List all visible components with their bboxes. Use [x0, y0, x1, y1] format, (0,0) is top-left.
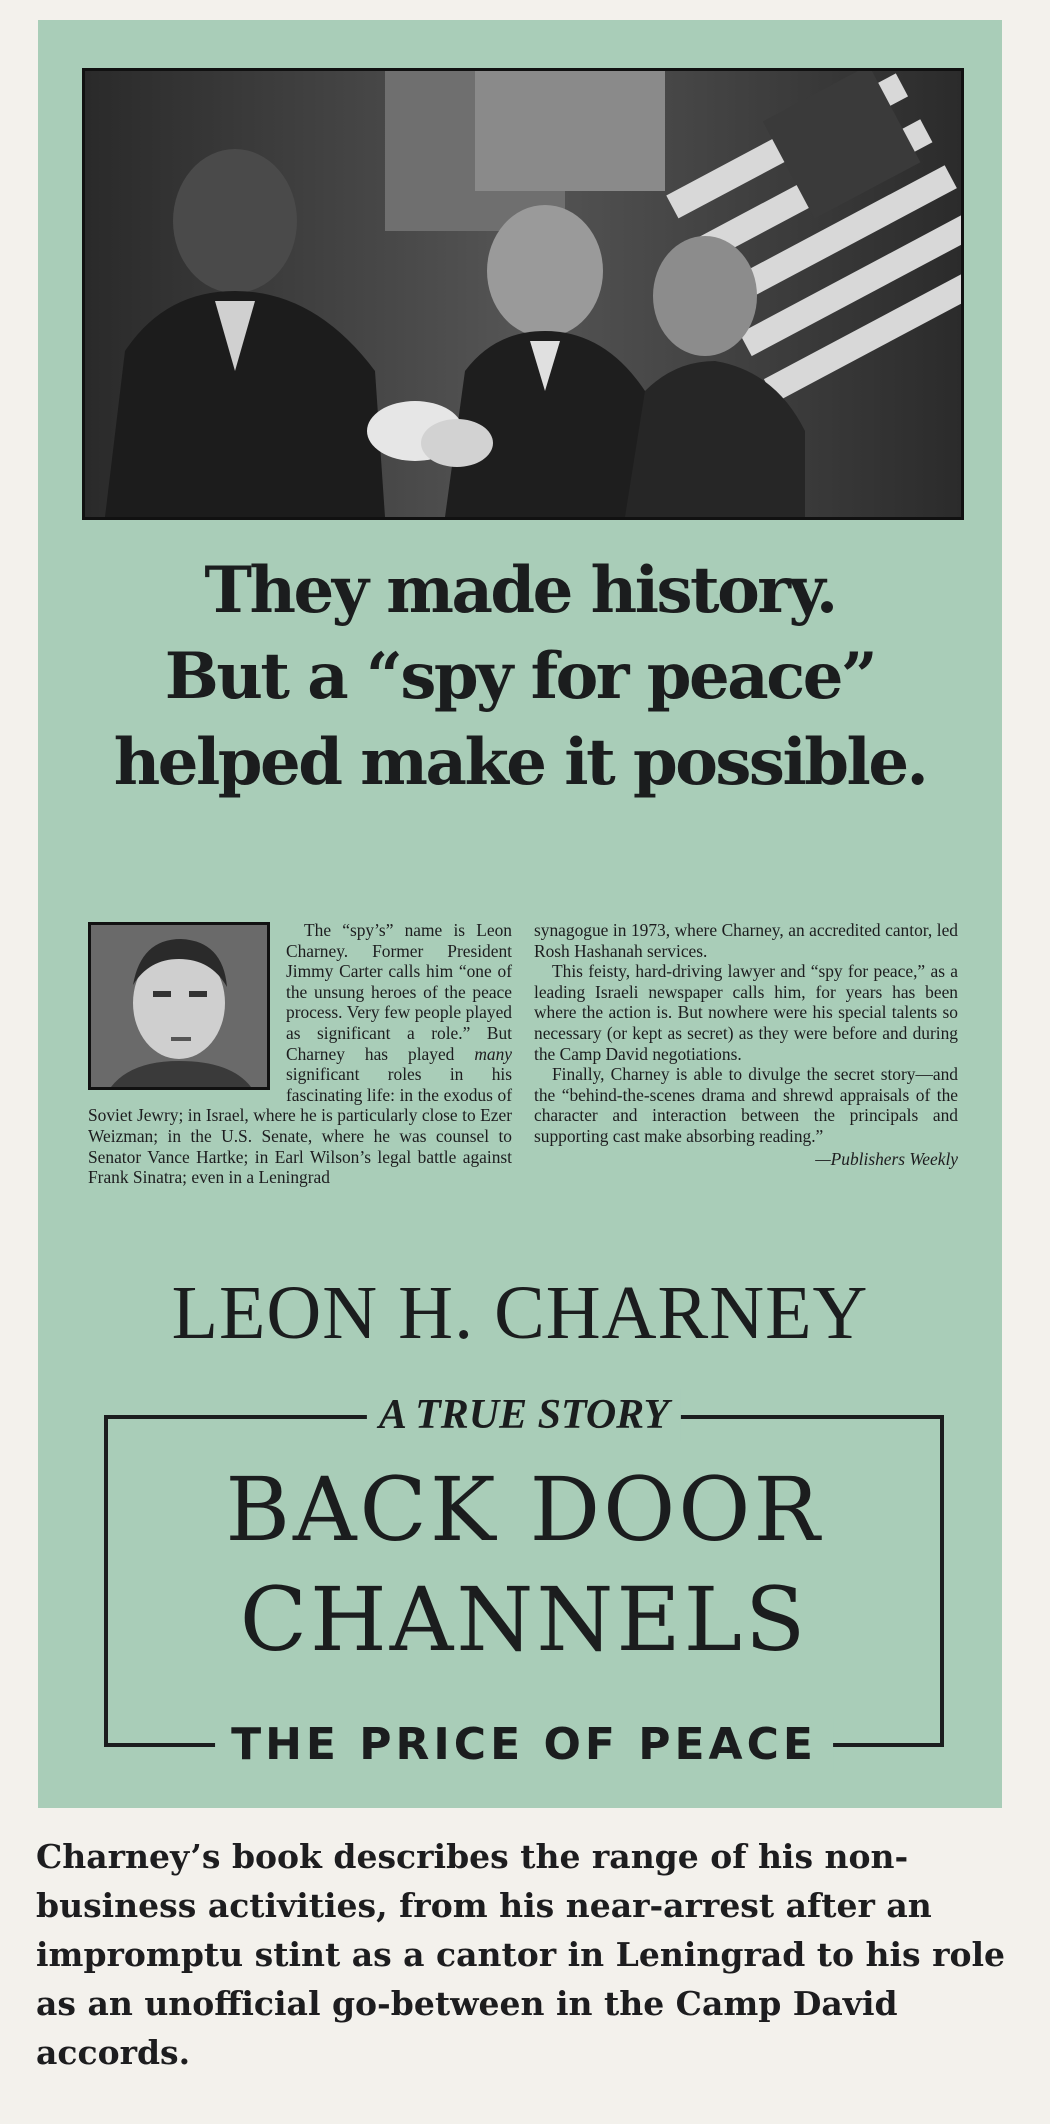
page-caption: Charney’s book describes the range of his non-business activities, from his near-arrest after an impromptu stint as a cantor in Leningrad to his role as an unofficial go-between in the Camp David accords. [36, 1837, 1006, 2072]
book-kicker: A TRUE STORY [367, 1389, 681, 1441]
body-column-left [88, 920, 512, 1250]
ad-headline [38, 548, 1002, 806]
body-right-paragraph: synagogue in 1973, where Charney, an accredited cantor, led Rosh Hashanah services. [534, 920, 958, 961]
author-name: LEON H. CHARNEY [171, 1271, 869, 1355]
body-right-paragraph: This feisty, hard-driving lawyer and “spy for peace,” as a leading Israeli newspaper calls him, for years has been where the action is. But nowhere were his special talents so necessary (or kept as secret) as they were before and during the Camp David negotiations. [534, 961, 958, 1064]
review-attribution: —Publishers Weekly [815, 1148, 958, 1169]
headline-line: They made history. [204, 553, 836, 628]
headline-line: But a “spy for peace” [164, 639, 876, 714]
body-left-rest: significant roles in his fascinating life: in the exodus of Soviet Jewry; in Israel, where he is particularly close to Ezer Weizman; in the U.S. Senate, where he was counsel to Senator Vance Hartke; in Earl Wilson’s legal battle against Frank Sinatra; even in a Leningrad [88, 1064, 512, 1188]
book-advertisement [38, 20, 1002, 1808]
book-title-line: CHANNELS [239, 1568, 809, 1671]
body-column-right [534, 920, 958, 1250]
ad-body-copy [88, 920, 958, 1250]
book-subtitle: THE PRICE OF PEACE [215, 1717, 833, 1773]
body-left-emphasis: many [474, 1043, 512, 1064]
author-portrait-image [91, 925, 267, 1087]
book-title [108, 1455, 940, 1675]
ad-photo [82, 68, 964, 520]
handshake-photo-image [85, 71, 961, 517]
headline-line: helped make it possible. [113, 725, 927, 800]
body-left-intro: The “spy’s” name is Leon Charney. Former President Jimmy Carter calls him “one of the unsung heroes of the peace process. Very few people played as significant a role.” But Charney has played [286, 920, 512, 1064]
author-portrait [88, 922, 270, 1090]
book-title-line: BACK DOOR [225, 1458, 823, 1561]
book-title-box [104, 1392, 944, 1770]
body-right-paragraph: Finally, Charney is able to divulge the secret story—and the “behind-the-scenes drama and shrewd appraisals of the character and interaction between the principals and supporting cast make absorbing reading.” [534, 1064, 958, 1146]
